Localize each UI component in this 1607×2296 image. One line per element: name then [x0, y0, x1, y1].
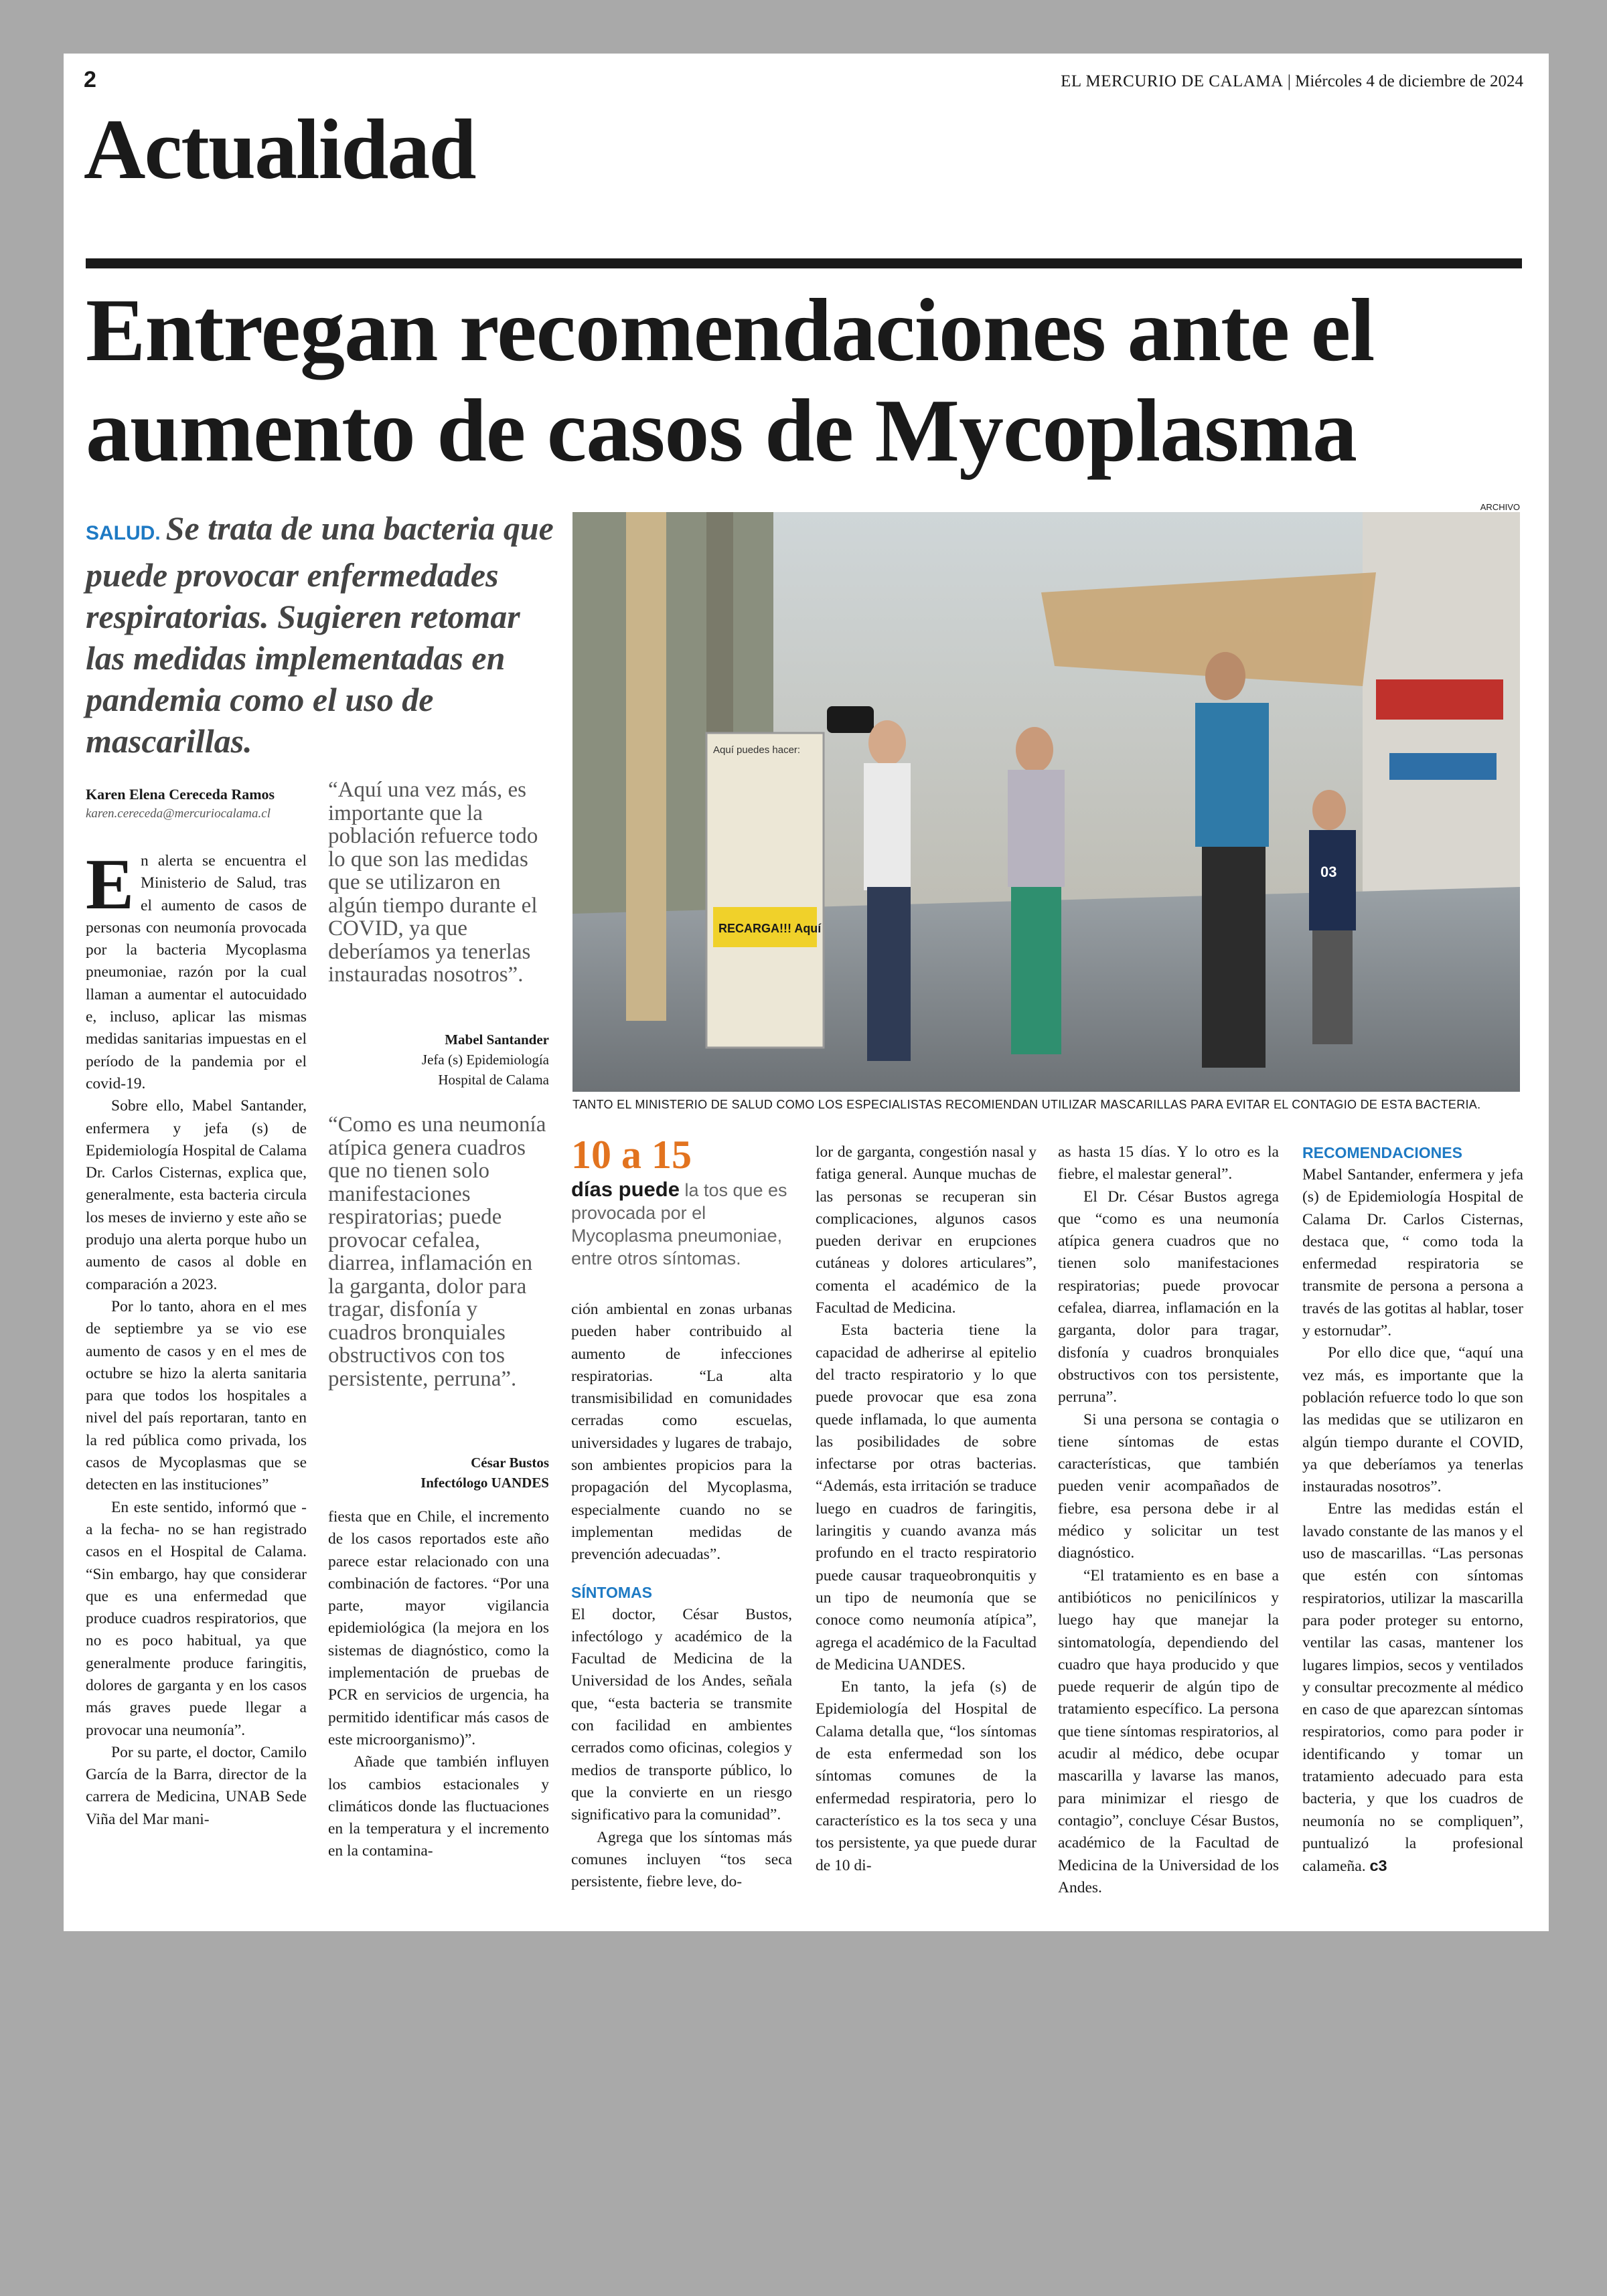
pull-quote-1-attribution: [328, 1030, 549, 1090]
stat-value: 10 a 15: [571, 1133, 692, 1177]
byline: [86, 785, 313, 823]
paragraph: Si una persona se contagia o tiene síntomas de estas características, que también pueden venir acompañados de fiebre, esa persona debe ir al médico y solicitar un test diagnóstico.: [1058, 1410, 1279, 1562]
pull-quote-1: “Aquí una vez más, es importante que la población refuerce todo lo que son las medidas que se utilizaron en algún tiempo durante el COVID, ya que deberíamos ya tenerlas instauradas nosotros”.: [328, 778, 538, 987]
author-name: Karen Elena Cereceda Ramos: [86, 786, 275, 803]
quote-role: Jefa (s) Epidemiología: [421, 1052, 549, 1068]
stat-box: [571, 1131, 806, 1270]
quote-name: Mabel Santander: [445, 1032, 549, 1048]
column-1: [86, 845, 307, 1831]
article-deck: [86, 507, 554, 762]
issue-date: | Miércoles 4 de diciembre de 2024: [1287, 72, 1523, 90]
paragraph: Por su parte, el doctor, Camilo García de la Barra, director de la carrera de Medicina, UNAB Sede Viña del Mar mani-: [86, 1743, 307, 1828]
author-email: karen.cereceda@mercuriocalama.cl: [86, 807, 271, 821]
stat-lead: días puede: [571, 1177, 680, 1201]
paper-name: EL MERCURIO DE CALAMA: [1061, 72, 1284, 90]
stat-text: la tos que es provocada por el Mycoplasma pneumoniae, entre otros síntomas.: [571, 1180, 787, 1268]
quote-role: Infectólogo UANDES: [420, 1475, 549, 1491]
article-photo: [572, 512, 1520, 1092]
deck-text: Se trata de una bacteria que puede provocar enfermedades respiratorias. Sugieren retomar las medidas implementadas en pandemia como el uso de mascarillas.: [86, 509, 554, 760]
paragraph: Mabel Santander, enfermera y jefa (s) de Epidemiología Hospital de Calama Dr. Carlos Cisternas, destaca que, “ como toda la enfermedad respiratoria se transmite de persona a persona a través de las gotitas al hablar, toser y estornudar”.: [1302, 1166, 1523, 1340]
paragraph: Agrega que los síntomas más comunes incluyen “tos seca persistente, fiebre leve, do-: [571, 1828, 792, 1891]
column-6: [1302, 1141, 1523, 1878]
paragraph: En este sentido, informó que - a la fecha- no se han registrado casos en el Hospital de Calama. “Sin embargo, hay que considerar que es una enfermedad que produce cuadros respiratorios, que no es poco habitual, ya que generalmente produce faringitis, dolores de garganta y en los casos más graves puede llegar a provocar una neumonía”.: [86, 1498, 307, 1739]
paragraph: ción ambiental en zonas urbanas pueden haber contribuido al aumento de infecciones respiratorias. “La alta transmisibilidad en comunidades cerradas como escuelas, universidades y lugares de trabajo, son ambientes propicios para la propagación del Mycoplasma, especialmente cuando no se implementan medidas de prevención adecuadas”.: [571, 1301, 792, 1564]
paragraph: fiesta que en Chile, el incremento de los casos reportados este año parece estar relacionado con una combinación de factores. “Por una parte, mayor vigilancia epidemiológica (la mejora en los sistemas de diagnóstico, como la implementación de pruebas de PCR en servicios de urgencia, ha permitido identificar más casos de este microorganismo)”.: [328, 1508, 549, 1748]
subhead-sintomas: SÍNTOMAS: [571, 1583, 652, 1601]
article-headline: Entregan recomendaciones ante el aumento de casos de Mycoplasma: [86, 280, 1375, 480]
sign-text: Aquí puedes hacer:: [713, 744, 801, 756]
subhead-recomendaciones: RECOMENDACIONES: [1302, 1144, 1462, 1161]
column-3: [571, 1299, 792, 1893]
stat-label: [571, 1178, 806, 1270]
paragraph: “El tratamiento es en base a antibióticos no penicilínicos y luego hay que manejar la sintomatología, dependiendo del cuadro que haya producido y que puede requerir de algún tipo de tratamiento específico. La persona que tiene síntomas respiratorios, al acudir al médico, debe ocupar mascarilla y lavarse las manos, para minimizar el riesgo de contagio”, concluye César Bustos, académico de la Facultad de Medicina de la Universidad de los Andes.: [1058, 1566, 1279, 1896]
shirt-number: 03: [1320, 864, 1337, 880]
paragraph: Por lo tanto, ahora en el mes de septiembre ya se vio ese aumento de casos y en el mes de octubre se hizo la alerta sanitaria para que todos los hospitales a nivel del país reportaran, tanto en la red pública como privada, los casos de Mycoplasmas que se detecten en las instituciones”: [86, 1297, 307, 1494]
page-number: 2: [84, 67, 96, 92]
headline-rule: [86, 258, 1522, 268]
paragraph: Entre las medidas están el lavado constante de las manos y el uso de mascarillas. “Las personas que estén con síntomas respiratorios, utilizar la mascarilla para poder proteger su entorno, ventilar las casas, mantener los lugares limpios, secos y ventilados y consultar precozmente al médico en caso de que aparezcan síntomas respiratorios, como para poder ir identificando y tomar un tratamiento adecuado para esta bacteria, y que los cuadros de neumonía no se compliquen”, puntualizó la profesional calameña. c3: [1302, 1500, 1523, 1876]
paragraph: Esta bacteria tiene la capacidad de adherirse al epitelio del tracto respiratorio y lo que puede provocar que esa zona quede inflamada, lo que aumenta las posibilidades de sobre infectarse por otras bacterias. “Además, esta irritación se traduce luego en cuadros de faringitis, laringitis y cuando avanza más profundo en el tracto respiratorio puede causar traqueobronquitis y un tipo de neumonía que se conoce como neumonía atípica”, agrega el académico de la Facultad de Medicina UANDES.: [816, 1321, 1037, 1673]
sign-banner: RECARGA!!! Aquí: [718, 922, 822, 935]
street-scene-image: [572, 512, 1520, 1092]
paragraph: El Dr. César Bustos agrega que “como es una neumonía atípica genera cuadros que no tienen solo manifestaciones respiratorias; puede provocar cefalea, diarrea, inflamación en la garganta, dolor para tragar, disfonía y cuadros bronquiales obstructivos con tos persistente, perruna”.: [1058, 1187, 1279, 1406]
quote-name: César Bustos: [471, 1455, 549, 1471]
photo-credit: ARCHIVO: [1480, 502, 1520, 512]
photo-caption: TANTO EL MINISTERIO DE SALUD COMO LOS ESPECIALISTAS RECOMIENDAN UTILIZAR MASCARILLAS PARA EVITAR EL CONTAGIO DE ESTA BACTERIA.: [572, 1098, 1481, 1111]
paragraph: El doctor, César Bustos, infectólogo y académico de la Facultad de Medicina de la Universidad de los Andes, señala que, “esta bacteria se transmite con facilidad en ambientes cerrados como oficinas, colegios y medios de transporte público, lo que la convierte en un riesgo significativo para la comunidad”.: [571, 1605, 792, 1824]
column-2: [328, 1506, 549, 1863]
paragraph: Añade que también influyen los cambios estacionales y climáticos donde las fluctuaciones en la temperatura y el incremento en la contamina-: [328, 1753, 549, 1860]
pull-quote-2-attribution: [328, 1453, 549, 1493]
paragraph: Sobre ello, Mabel Santander, enfermera y jefa (s) de Epidemiología Hospital de Calama Dr. Carlos Cisternas, explica que, generalmente, esta bacteria circula los meses de invierno y este año se produjo una alerta porque hubo un aumento de casos al doble en comparación a 2023.: [86, 1097, 307, 1293]
quote-role: Hospital de Calama: [438, 1072, 549, 1088]
paragraph: as hasta 15 días. Y lo otro es la fiebre, el malestar general”.: [1058, 1143, 1279, 1183]
column-5: [1058, 1141, 1279, 1899]
deck-kicker: SALUD.: [86, 522, 161, 544]
section-title: Actualidad: [84, 102, 475, 197]
end-mark: c3: [1369, 1857, 1387, 1875]
dropcap: E: [86, 845, 135, 924]
paragraph: lor de garganta, congestión nasal y fatiga general. Aunque muchas de las personas se recuperan sin complicaciones, algunos casos pueden derivar en erupciones cutáneas y dolores articulares”, comenta el académico de la Facultad de Medicina.: [816, 1143, 1037, 1317]
paragraph: En tanto, la jefa (s) de Epidemiología del Hospital de Calama detalla que, “los síntomas de esta enfermedad son los síntomas comunes de la enfermedad respiratoria, pero lo característico es la tos seca y una tos persistente, ya que puede durar de 10 di-: [816, 1678, 1037, 1874]
column-4: [816, 1141, 1037, 1877]
paragraph: En alerta se encuentra el Ministerio de Salud, tras el aumento de casos de personas con neumonía provocada por la bacteria Mycoplasma pneumoniae, razón por la cual llaman a aumentar el autocuidado e, incluso, aplicar las mismas medidas sanitarias impuestas en el período de la pandemia por el covid-19.: [86, 845, 307, 1092]
paragraph: Por ello dice que, “aquí una vez más, es importante que la población refuerce todo lo que son las medidas que se utilizaron en algún tiempo durante el COVID, ya que deberíamos ya tenerlas instauradas nosotros”.: [1302, 1344, 1523, 1496]
masthead: [1061, 72, 1523, 91]
pull-quote-2: “Como es una neumonía atípica genera cuadros que no tienen solo manifestaciones respiratorias; puede provocar cefalea, diarrea, inflamación en la garganta, dolor para tragar, disfonía y cuadros bronquiales obstructivos con tos persistente, perruna”.: [328, 1113, 546, 1391]
